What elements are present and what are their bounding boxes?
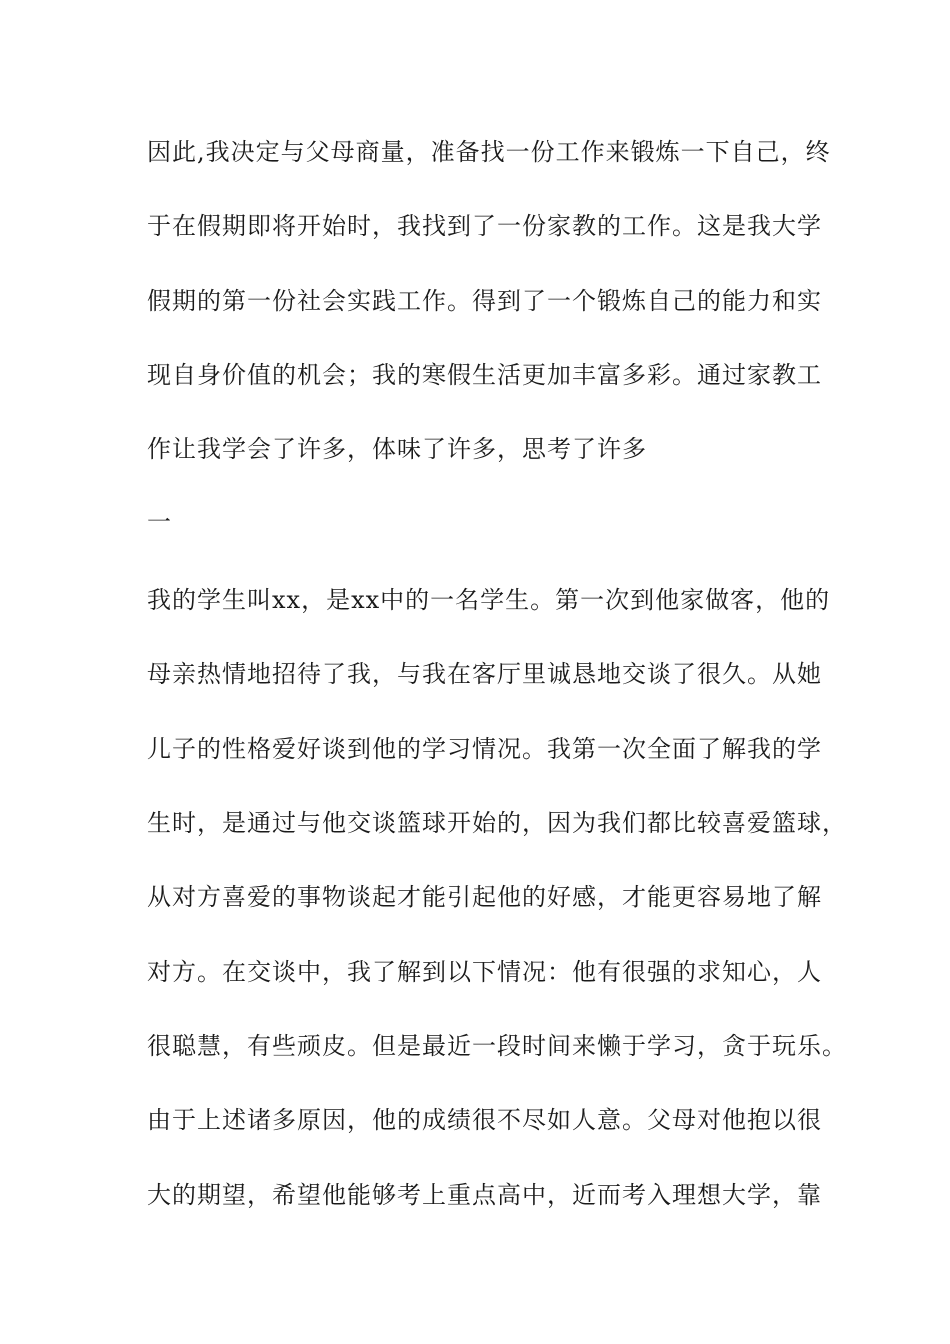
text-line: 因此,我决定与父母商量，准备找一份工作来锻炼一下自己，终	[147, 138, 831, 166]
text-line: 我的学生叫xx，是xx中的一名学生。第一次到他家做客，他的	[147, 586, 831, 614]
text-line: 由于上述诸多原因，他的成绩很不尽如人意。父母对他抱以很	[147, 1106, 822, 1134]
text-line: 生时，是通过与他交谈篮球开始的，因为我们都比较喜爱篮球，	[147, 809, 847, 837]
text-line: 假期的第一份社会实践工作。得到了一个锻炼自己的能力和实	[147, 287, 822, 315]
text-line: 于在假期即将开始时，我找到了一份家教的工作。这是我大学	[147, 212, 822, 240]
text-line: 现自身价值的机会；我的寒假生活更加丰富多彩。通过家教工	[147, 361, 822, 389]
section-marker: 一	[147, 508, 172, 536]
text-line: 母亲热情地招待了我，与我在客厅里诚恳地交谈了很久。从她	[147, 660, 822, 688]
text-line: 从对方喜爱的事物谈起才能引起他的好感，才能更容易地了解	[147, 883, 822, 911]
text-line: 儿子的性格爱好谈到他的学习情况。我第一次全面了解我的学	[147, 735, 822, 763]
text-line: 作让我学会了许多，体味了许多，思考了许多	[147, 435, 647, 463]
text-line: 大的期望，希望他能够考上重点高中，近而考入理想大学，靠	[147, 1181, 822, 1209]
text-line: 对方。在交谈中，我了解到以下情况：他有很强的求知心，人	[147, 958, 822, 986]
text-line: 很聪慧，有些顽皮。但是最近一段时间来懒于学习，贪于玩乐。	[147, 1032, 847, 1060]
